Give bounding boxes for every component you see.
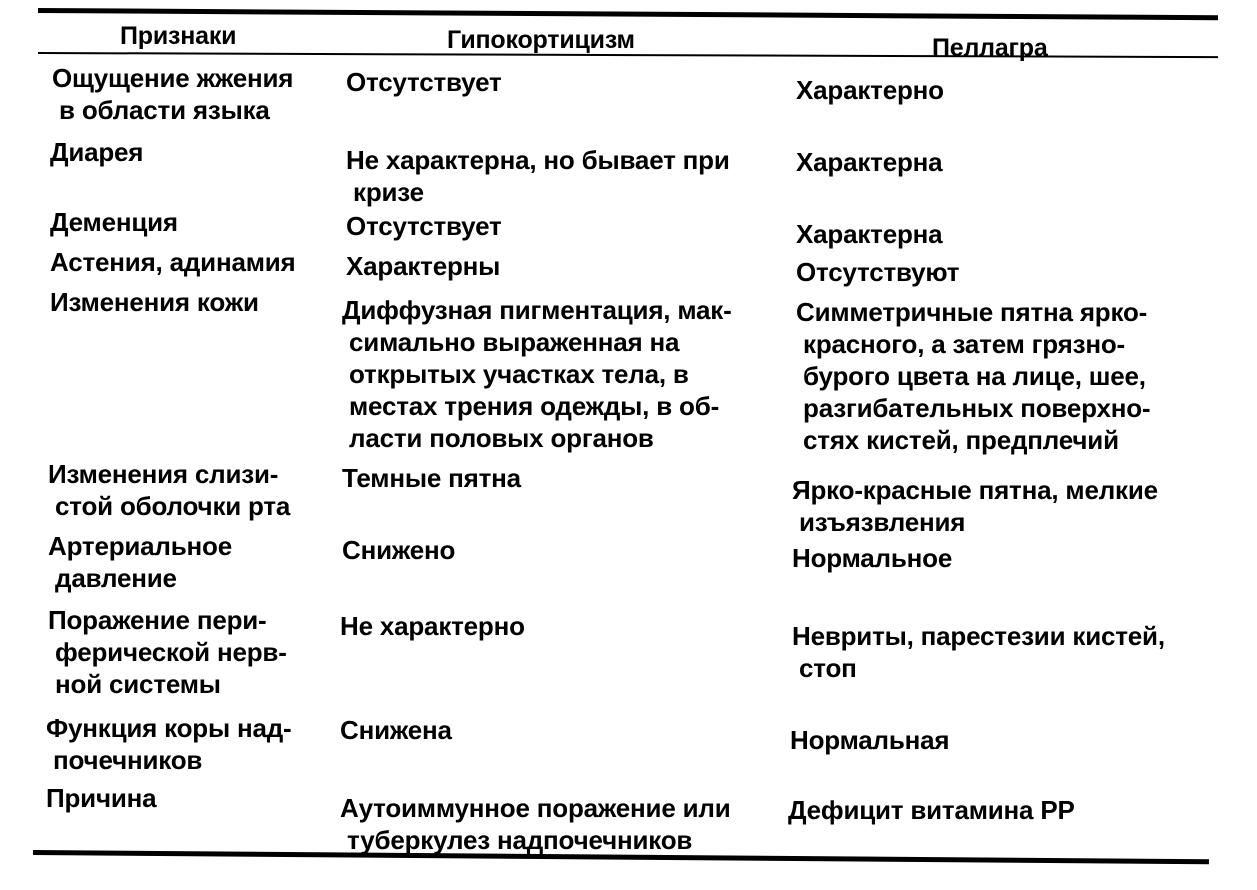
row-cause-pellagra: Дефицит витамина PP bbox=[788, 795, 1075, 825]
row-asthenia-hypocorticism: Характерны bbox=[346, 251, 501, 281]
header-signs: Признаки bbox=[120, 22, 237, 50]
row-burning-tongue-sign: Ощущение жжения в области языка bbox=[52, 63, 294, 125]
row-blood-pressure-pellagra: Нормальное bbox=[792, 543, 953, 573]
row-oral-mucosa-hypocorticism: Темные пятна bbox=[342, 463, 521, 493]
table-top-rule bbox=[38, 8, 1218, 20]
row-blood-pressure-hypocorticism: Снижено bbox=[342, 535, 456, 565]
row-dementia-sign: Деменция bbox=[50, 207, 178, 237]
row-nervous-system-sign: Поражение пери- ферической нерв- ной системы bbox=[48, 605, 287, 699]
row-skin-hypocorticism: Диффузная пигментация, мак- симально выраженная на открытых участках тела, в местах трения одежды, в об- ласти половых органов bbox=[342, 295, 732, 453]
row-dementia-pellagra: Характерна bbox=[796, 219, 943, 249]
header-pellagra: Пеллагра bbox=[932, 34, 1048, 62]
row-burning-tongue-pellagra: Характерно bbox=[796, 75, 944, 105]
row-nervous-system-hypocorticism: Не характерно bbox=[340, 611, 525, 641]
header-hypocorticism: Гипокортицизм bbox=[447, 26, 635, 54]
row-skin-sign: Изменения кожи bbox=[50, 287, 259, 317]
row-asthenia-pellagra: Отсутствуют bbox=[796, 257, 960, 287]
row-cause-sign: Причина bbox=[46, 783, 157, 813]
row-diarrhea-pellagra: Характерна bbox=[796, 147, 943, 177]
row-nervous-system-pellagra: Невриты, парестезии кистей, стоп bbox=[792, 621, 1165, 683]
row-burning-tongue-hypocorticism: Отсутствует bbox=[346, 67, 502, 97]
row-oral-mucosa-pellagra: Ярко-красные пятна, мелкие изъязвления bbox=[792, 475, 1158, 537]
row-diarrhea-hypocorticism: Не характерна, но бывает при кризе bbox=[346, 145, 730, 207]
row-skin-pellagra: Симметричные пятна ярко- красного, а затем грязно- бурого цвета на лице, шее, разгибательных поверхно- стях кистей, предплечий bbox=[796, 297, 1151, 455]
row-adrenal-function-hypocorticism: Снижена bbox=[340, 715, 452, 745]
row-adrenal-function-sign: Функция коры над- почечников bbox=[46, 713, 292, 775]
row-asthenia-sign: Астения, адинамия bbox=[50, 247, 296, 277]
row-blood-pressure-sign: Артериальное давление bbox=[48, 531, 232, 593]
row-oral-mucosa-sign: Изменения слизи- стой оболочки рта bbox=[48, 459, 291, 521]
row-adrenal-function-pellagra: Нормальная bbox=[790, 725, 950, 755]
row-cause-hypocorticism: Аутоиммунное поражение или туберкулез надпочечников bbox=[340, 793, 731, 855]
row-diarrhea-sign: Диарея bbox=[50, 137, 144, 167]
row-dementia-hypocorticism: Отсутствует bbox=[346, 211, 502, 241]
